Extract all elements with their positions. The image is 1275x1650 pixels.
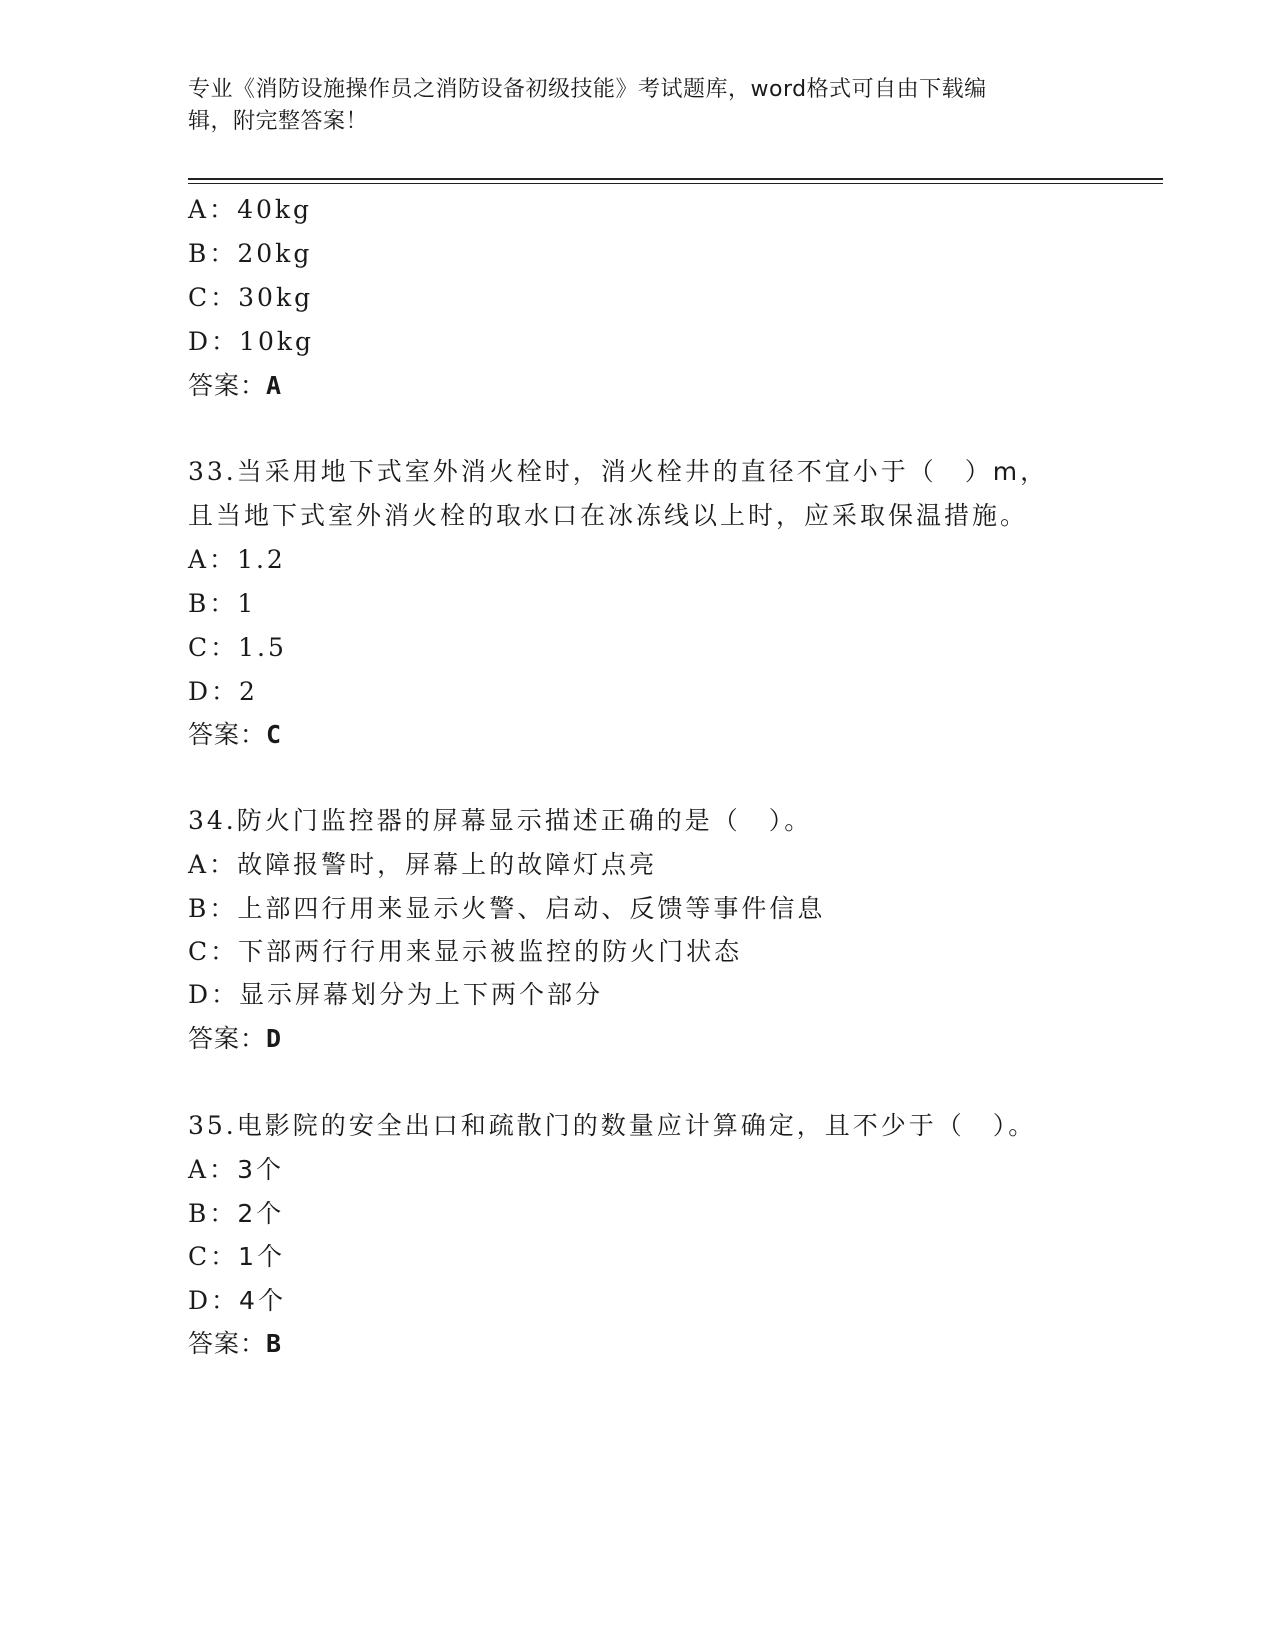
q33-option-d: D：2 (188, 677, 258, 706)
q33-option-c: C：1.5 (188, 633, 287, 662)
document-header (188, 74, 1078, 138)
header-divider-thick (188, 178, 1163, 180)
q35-option-a: A：3个 (188, 1155, 284, 1184)
q33-stem-line-1: 33.当采用地下式室外消火栓时，消火栓井的直径不宜小于（ ）m， (188, 457, 1049, 486)
q34-option-a: A：故障报警时，屏幕上的故障灯点亮 (188, 850, 658, 879)
q35-option-b: B：2个 (188, 1199, 285, 1228)
q32-answer: 答案：A (188, 371, 283, 400)
q34-option-c: C：下部两行行用来显示被监控的防火门状态 (188, 937, 743, 966)
header-title-line-1: 专业《消防设施操作员之消防设备初级技能》考试题库，word格式可自由下载编 (188, 77, 987, 102)
q34-stem-line-1: 34.防火门监控器的屏幕显示描述正确的是（ ）。 (188, 806, 813, 835)
header-divider-thin (188, 183, 1163, 184)
q33-answer: 答案：C (188, 720, 283, 749)
q33-option-b: B：1 (188, 589, 257, 618)
q33-option-a: A：1.2 (188, 545, 286, 574)
q35-option-c: C：1个 (188, 1242, 286, 1271)
q34-option-b: B：上部四行用来显示火警、启动、反馈等事件信息 (188, 894, 826, 923)
q32-option-b: B：20kg (188, 239, 313, 268)
header-title-line-2: 辑，附完整答案！ (188, 109, 369, 134)
q33-stem-line-2: 且当地下式室外消火栓的取水口在冰冻线以上时，应采取保温措施。 (188, 501, 1029, 530)
q32-option-c: C：30kg (188, 283, 314, 312)
q35-stem-line-1: 35.电影院的安全出口和疏散门的数量应计算确定，且不少于（ ）。 (188, 1111, 1037, 1140)
q35-option-d: D：4个 (188, 1286, 286, 1315)
q32-option-d: D：10kg (188, 327, 315, 356)
q32-option-a: A：40kg (188, 195, 313, 224)
q34-option-d: D：显示屏幕划分为上下两个部分 (188, 980, 604, 1009)
q34-answer: 答案：D (188, 1024, 283, 1053)
q35-answer: 答案：B (188, 1329, 283, 1358)
